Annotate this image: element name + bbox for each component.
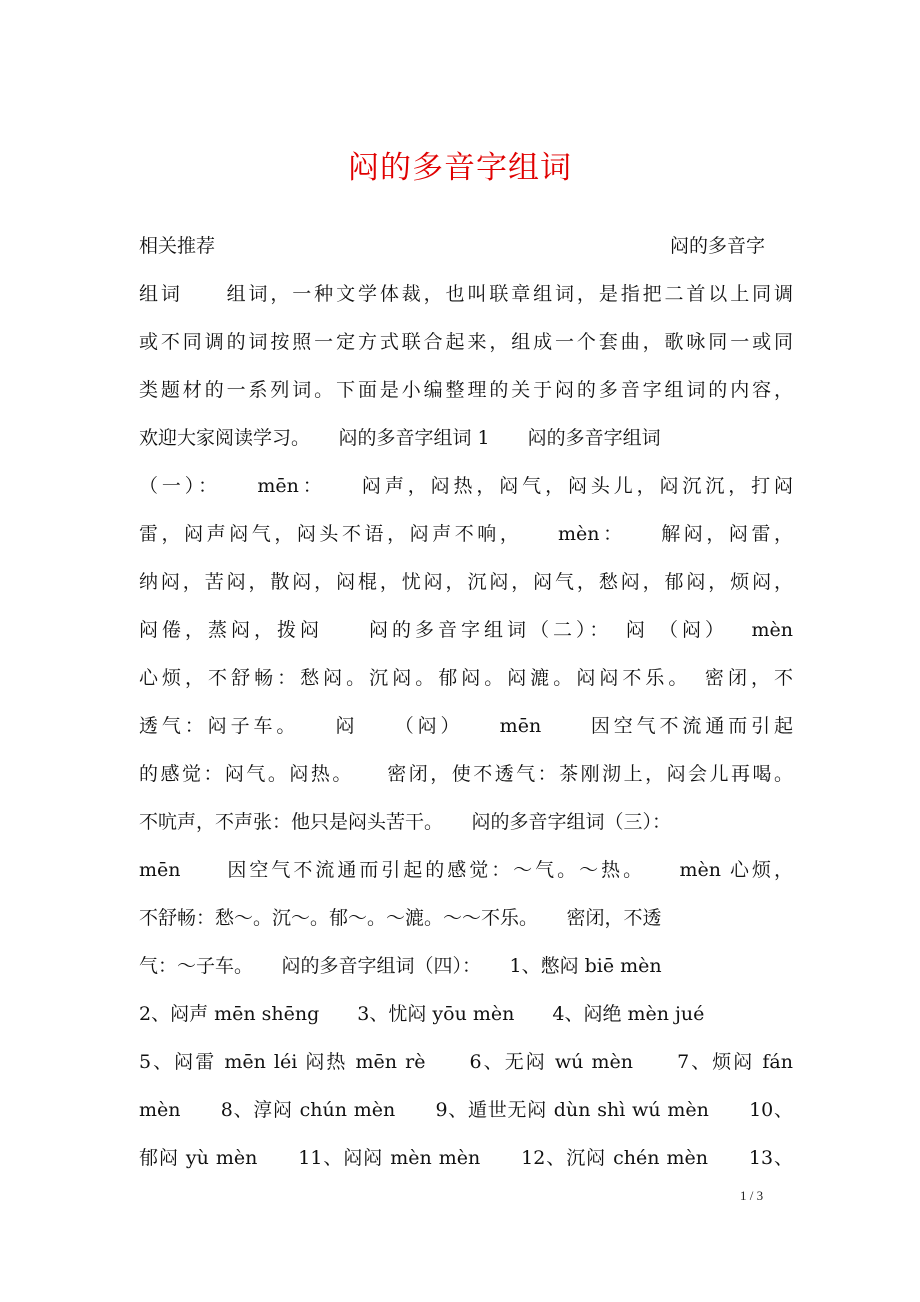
body-line: 纳闷，苦闷，散闷，闷棍，忧闷，沉闷，闷气，愁闷，郁闷，烦闷， [139,571,793,593]
body-line: 5、闷雷 mēn léi 闷热 mēn rè 6、无闷 wú mèn 7、烦闷 fán [139,1051,793,1073]
body-line: 组词 组词，一种文学体裁，也叫联章组词，是指把二首以上同调 [139,283,793,305]
body-line: 欢迎大家阅读学习。 闷的多音字组词 1 闷的多音字组词 [139,427,661,449]
body-line: mèn 8、淳闷 chún mèn 9、遁世无闷 dùn shì wú mèn 10、 [139,1099,793,1121]
body-line: 透气：闷子车。 闷 （闷） mēn 因空气不流通而引起 [139,715,793,737]
related-title-start: 闷的多音字 [669,235,765,257]
body-line: 类题材的一系列词。下面是小编整理的关于闷的多音字组词的内容， [139,379,793,401]
body-line: 不舒畅：愁～。沉～。郁～。～漉。～～不乐。 密闭，不透 [139,907,662,929]
body-line: 或不同调的词按照一定方式联合起来，组成一个套曲，歌咏同一或同 [139,331,793,353]
body-line: 的感觉：闷气。闷热。 密闭，使不透气：茶刚沏上，闷会儿再喝。 [139,763,793,785]
body-line: 心烦，不舒畅：愁闷。沉闷。郁闷。闷漉。闷闷不乐。 密闭，不 [139,667,793,689]
page-number: 1 / 3 [740,1188,764,1203]
body-line: 气：～子车。 闷的多音字组词（四）： 1、憋闷 biē mèn [139,955,662,977]
body-line: 郁闷 yù mèn 11、闷闷 mèn mèn 12、沉闷 chén mèn 13、 [139,1147,793,1169]
document-title: 闷的多音字组词 [348,150,572,186]
body-line: （一）： mēn： 闷声，闷热，闷气，闷头儿，闷沉沉，打闷 [139,475,793,497]
related-label: 相关推荐 [139,235,216,257]
body-line: 闷倦，蒸闷，拨闷 闷的多音字组词（二）： 闷 （闷） mèn [139,619,793,641]
body-line: 2、闷声 mēn shēng 3、忧闷 yōu mèn 4、闷绝 mèn jué [139,1003,705,1025]
body-line: mēn 因空气不流通而引起的感觉：～气。～热。 mèn 心烦， [139,859,793,881]
body-line: 雷，闷声闷气，闷头不语，闷声不响， mèn： 解闷，闷雷， [139,523,793,545]
body-line: 不吭声，不声张：他只是闷头苦干。 闷的多音字组词（三）： [139,811,672,833]
header-line [139,222,793,270]
